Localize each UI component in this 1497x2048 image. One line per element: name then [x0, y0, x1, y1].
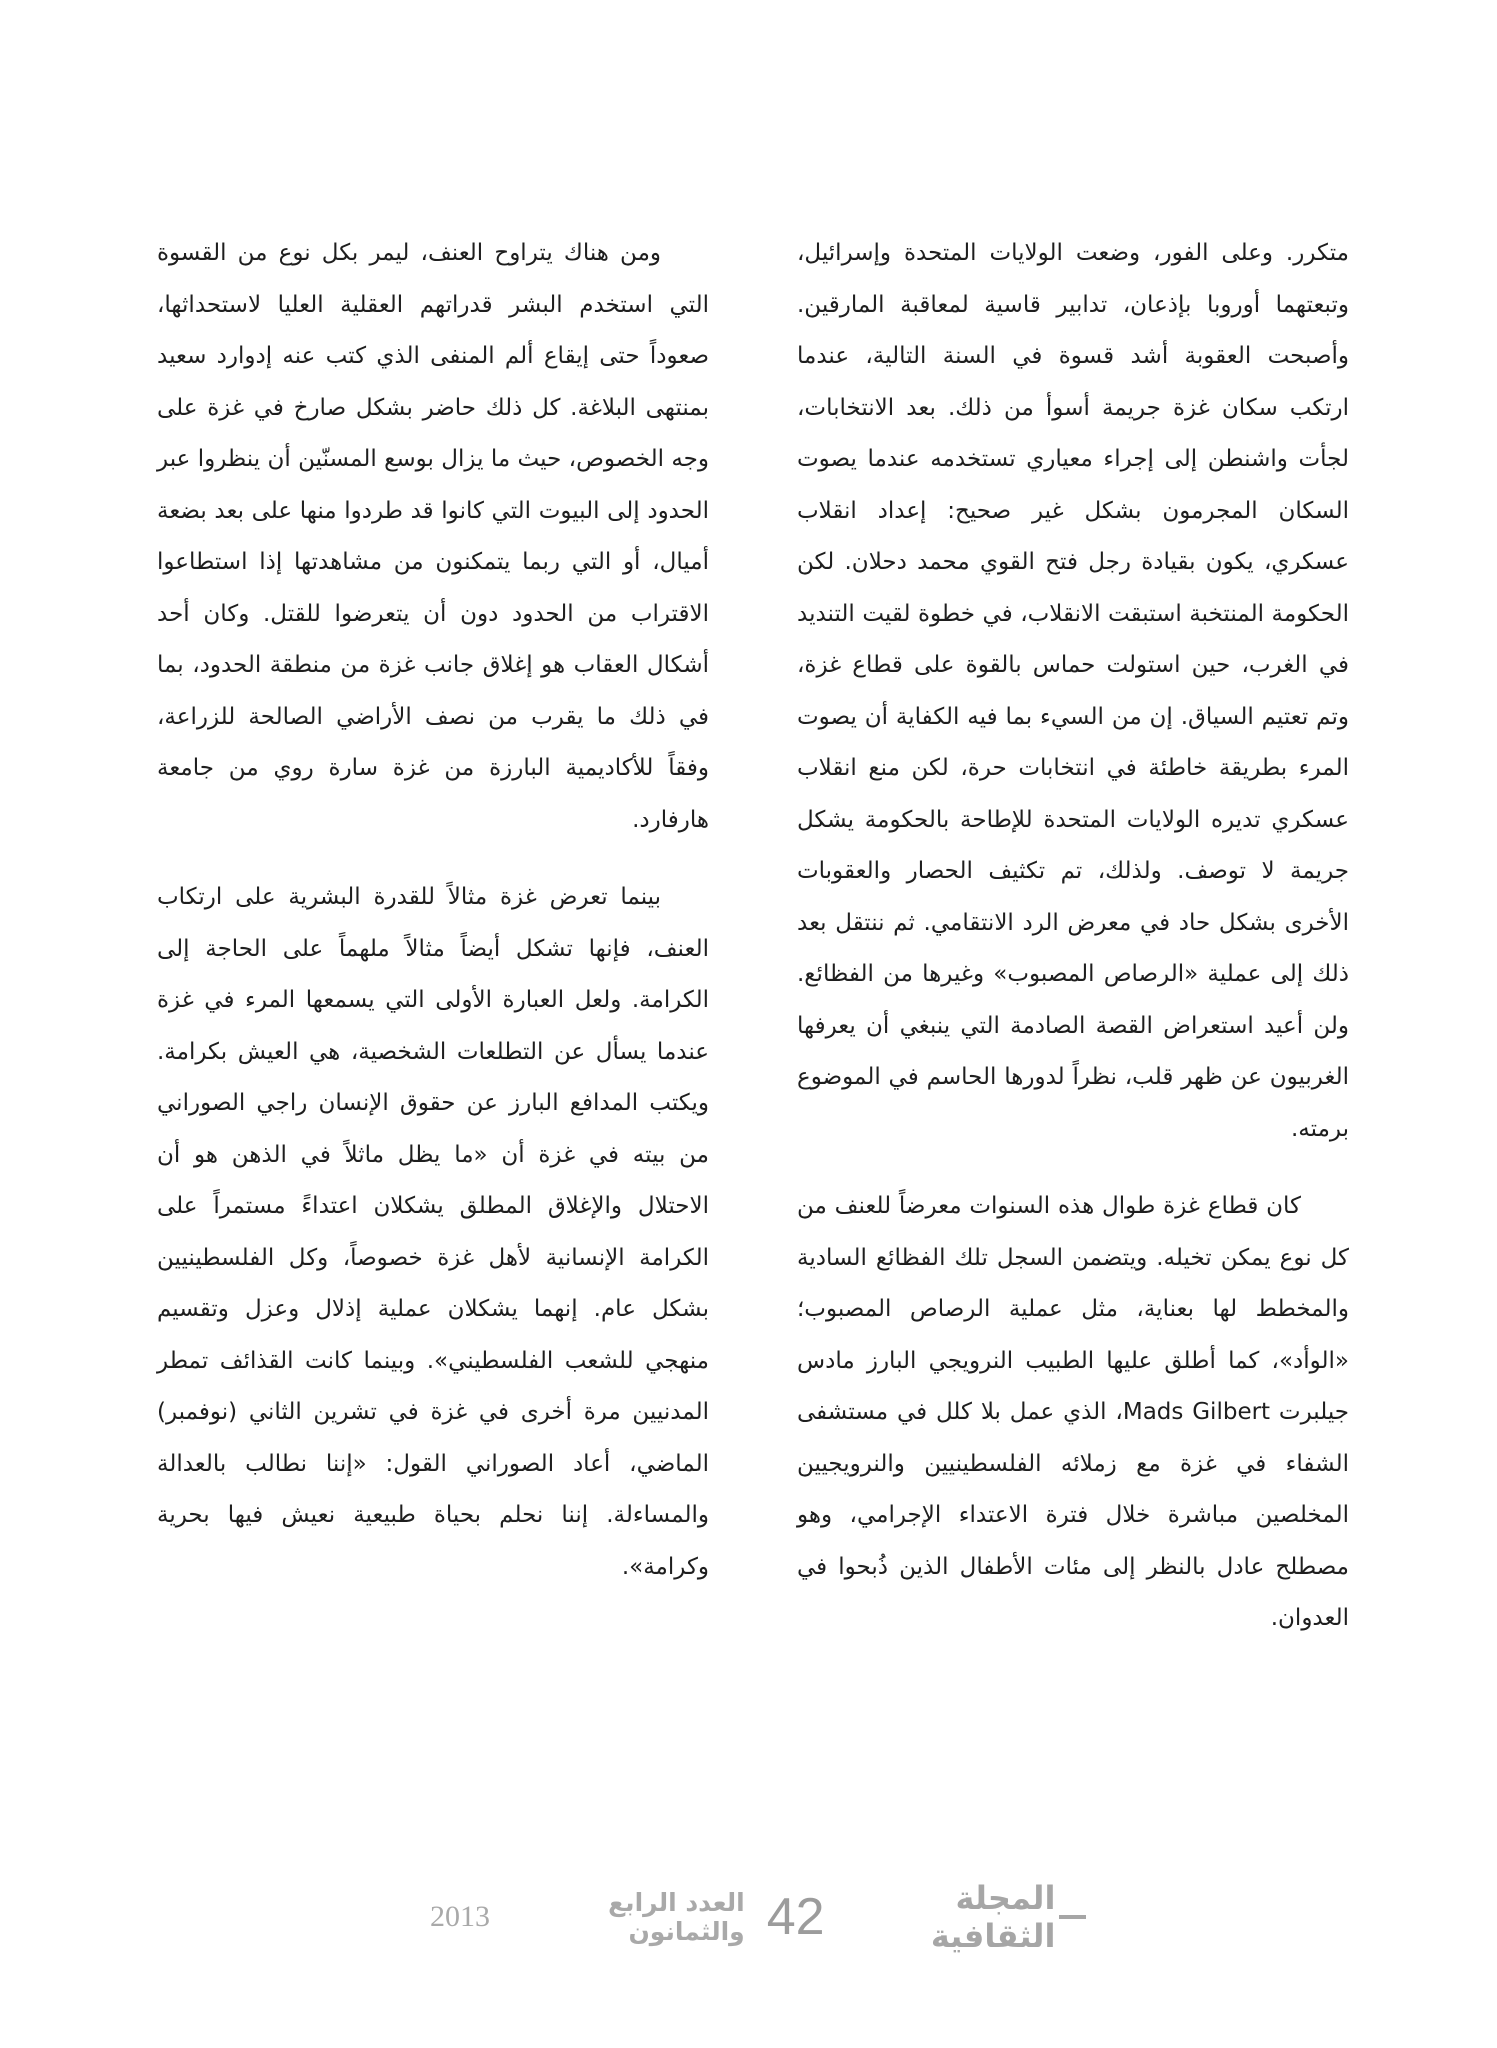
- article-column-right: [797, 228, 1349, 1645]
- article-paragraph: كان قطاع غزة طوال هذه السنوات معرضاً للعنف من كل نوع يمكن تخيله. ويتضمن السجل تلك الفظائع السادية والمخطط لها بعناية، مثل عملية الرصاص المصبوب؛ «الوأد»، كما أطلق عليها الطبيب النرويجي البارز مادس جيلبرت Mads Gilbert، الذي عمل بلا كلل في مستشفى الشفاء في غزة مع زملائه الفلسطينيين والنرويجيين المخلصين مباشرة خلال فترة الاعتداء الإجرامي، وهو مصطلح عادل بالنظر إلى مئات الأطفال الذين ذُبحوا في العدوان.: [797, 1193, 1349, 1631]
- article-paragraph: بينما تعرض غزة مثالاً للقدرة البشرية على ارتكاب العنف، فإنها تشكل أيضاً مثالاً ملهماً على الحاجة إلى الكرامة. ولعل العبارة الأولى التي يسمعها المرء في غزة عندما يسأل عن التطلعات الشخصية، هي العيش بكرامة. ويكتب المدافع البارز عن حقوق الإنسان راجي الصوراني من بيته في غزة أن «ما يظل ماثلاً في الذهن هو أن الاحتلال والإغلاق المطلق يشكلان اعتداءً مستمراً على الكرامة الإنسانية لأهل غزة خصوصاً، وكل الفلسطينيين بشكل عام. إنهما يشكلان عملية إذلال وعزل وتقسيم منهجي للشعب الفلسطيني». وبينما كانت القذائف تمطر المدنيين مرة أخرى في غزة في تشرين الثاني (نوفمبر) الماضي، أعاد الصوراني القول: «إننا نطالب بالعدالة والمساءلة. إننا نحلم بحياة طبيعية نعيش فيها بحرية وكرامة».: [157, 884, 709, 1580]
- logo-bar-decoration: [1059, 1915, 1086, 1919]
- magazine-name: المجلة الثقافية: [930, 1879, 1056, 1955]
- article-paragraph: متكرر. وعلى الفور، وضعت الولايات المتحدة وإسرائيل، وتبعتهما أوروبا بإذعان، تدابير قاسية لمعاقبة المارقين. وأصبحت العقوبة أشد قسوة في السنة التالية، عندما ارتكب سكان غزة جريمة أسوأ من ذلك. بعد الانتخابات، لجأت واشنطن إلى إجراء معياري تستخدمه عندما يصوت السكان المجرمون بشكل غير صحيح: إعداد انقلاب عسكري، يكون بقيادة رجل فتح القوي محمد دحلان. لكن الحكومة المنتخبة استبقت الانقلاب، في خطوة لقيت التنديد في الغرب، حين استولت حماس بالقوة على قطاع غزة، وتم تعتيم السياق. إن من السيء بما فيه الكفاية أن يصوت المرء بطريقة خاطئة في انتخابات حرة، لكن منع انقلاب عسكري تديره الولايات المتحدة للإطاحة بالحكومة يشكل جريمة لا توصف. ولذلك، تم تكثيف الحصار والعقوبات الأخرى بشكل حاد في معرض الرد الانتقامي. ثم ننتقل بعد ذلك إلى عملية «الرصاص المصبوب» وغيرها من الفظائع. ولن أعيد استعراض القصة الصادمة التي ينبغي أن يعرفها الغربيون عن ظهر قلب، نظراً لدورها الحاسم في الموضوع برمته.: [797, 240, 1349, 1142]
- page-number: 42: [766, 1888, 825, 1946]
- issue-label: العدد الرابع والثمانون: [608, 1888, 745, 1946]
- page-footer: [430, 1879, 1090, 1955]
- article-paragraph: ومن هناك يتراوح العنف، ليمر بكل نوع من القسوة التي استخدم البشر قدراتهم العقلية العليا لاستحداثها، صعوداً حتى إيقاع ألم المنفى الذي كتب عنه إدوارد سعيد بمنتهى البلاغة. كل ذلك حاضر بشكل صارخ في غزة على وجه الخصوص، حيث ما يزال بوسع المسنّين أن ينظروا عبر الحدود إلى البيوت التي كانوا قد طردوا منها على بعد بضعة أميال، أو التي ربما يتمكنون من مشاهدتها إذا استطاعوا الاقتراب من الحدود دون أن يتعرضوا للقتل. وكان أحد أشكال العقاب هو إغلاق جانب غزة من منطقة الحدود، بما في ذلك ما يقرب من نصف الأراضي الصالحة للزراعة، وفقاً للأكاديمية البارزة من غزة سارة روي من جامعة هارفارد.: [157, 240, 709, 833]
- magazine-logo: [847, 1879, 1090, 1955]
- issue-year: 2013: [430, 1900, 490, 1933]
- article-column-left: [157, 228, 709, 1593]
